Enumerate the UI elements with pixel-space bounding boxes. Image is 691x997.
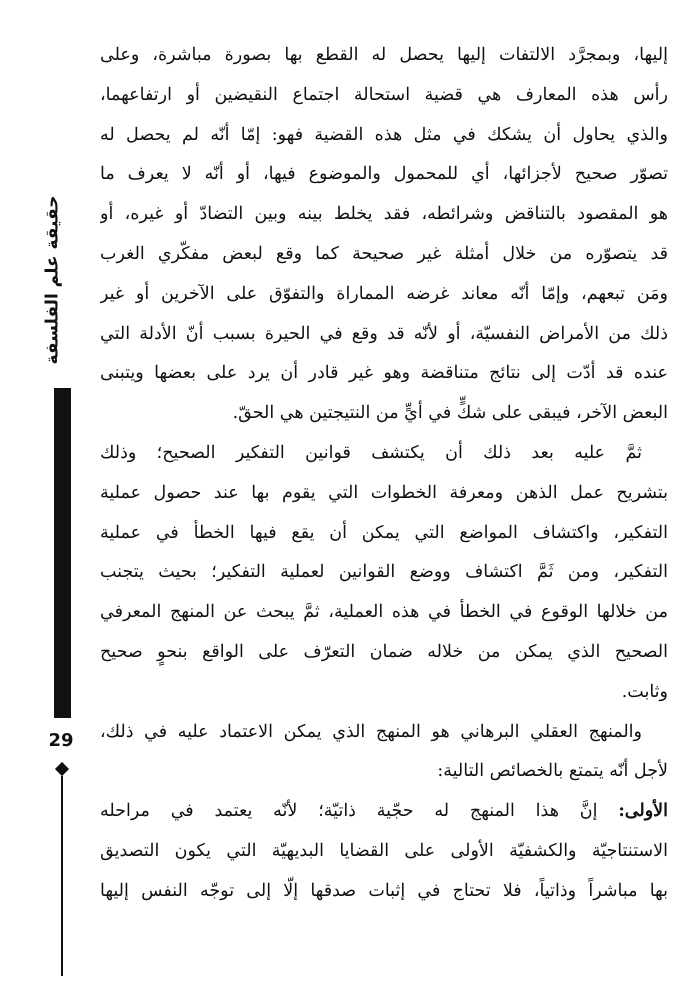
- running-header-vertical: [34, 195, 70, 365]
- vertical-rule: [61, 776, 63, 976]
- thumb-index-bar: [54, 388, 71, 718]
- body-text: [100, 36, 668, 912]
- text-line: لأجل أنّه يتمتع بالخصائص التالية:: [437, 761, 668, 782]
- text-line: ذلك من الأمراض النفسيّة، أو لأنّه قد وقع في الحيرة بسبب أنّ الأدلة التي: [100, 323, 668, 344]
- text-line: رأس هذه المعارف هي قضية استحالة اجتماع النقيضين أو ارتفاعهما،: [100, 84, 668, 105]
- page-number: 29: [48, 730, 74, 751]
- text-line: بها مباشراً وذاتياً، فلا تحتاج في إثبات صدقها إلّا إلى توجّه النفس إليها: [100, 880, 668, 901]
- text-line: ثمَّ عليه بعد ذلك أن يكتشف قوانين التفكير الصحيح؛ وذلك: [100, 442, 642, 463]
- lead-word: الأولى:: [618, 801, 668, 822]
- text-line: قد يتصوّره من خلال أمثلة غير صحيحة كما وقع لبعض مفكّري الغرب: [100, 243, 668, 264]
- diamond-ornament-icon: [55, 762, 69, 776]
- running-header-text: حقيقة علم الفلسفة: [42, 195, 63, 365]
- text-line: ومَن تبعهم، وإمّا أنّه معاند غرضه المماراة والتفوّق على الآخرين أو غير: [100, 283, 668, 304]
- text-line-lead: [100, 792, 668, 832]
- text-line: إليها، وبمجرَّد الالتفات إليها يحصل له القطع بها بصورة مباشرة، وعلى: [100, 45, 668, 65]
- text-line: هو المقصود بالتناقض وشرائطه، فقد يخلط بينه وبين التضادّ أو غيره، أو: [100, 204, 668, 225]
- text-line-rest: إنَّ هذا المنهج له حجّية ذاتيّة؛ لأنّه يعتمد في مراحله: [100, 801, 598, 822]
- text-line: التفكير، ومن ثَمَّ اكتشاف ووضع القوانين لعملية التفكير؛ بحيث يتجنب: [100, 562, 668, 583]
- text-line: الصحيح الذي يمكن من خلاله ضمان التعرّف على الواقع بنحوٍ صحيح: [100, 641, 668, 662]
- text-line: البعض الآخر، فيبقى على شكٍّ في أيٍّ من النتيجتين هي الحقّ.: [232, 403, 668, 424]
- text-line: وثابت.: [621, 681, 668, 702]
- text-line: من خلالها الوقوع في الخطأ في هذه العملية، ثمَّ يبحث عن المنهج المعرفي: [100, 602, 668, 623]
- text-line: بتشريح عمل الذهن ومعرفة الخطوات التي يقوم بها عند حصول عملية: [100, 482, 668, 503]
- text-line: والمنهج العقلي البرهاني هو المنهج الذي يمكن الاعتماد عليه في ذلك،: [100, 721, 642, 742]
- text-line: عنده قد أدّت إلى نتائج متناقضة وهو غير قادر أن يرد على بعضها ويتبنى: [100, 363, 668, 384]
- text-line: تصوّر صحيح لأجزائها، أي للمحمول والموضوع فيها، أو أنّه لا يعرف ما: [100, 164, 668, 185]
- text-line: التفكير، واكتشاف المواضع التي يمكن أن يقع فيها الخطأ في عملية: [100, 522, 668, 543]
- text-line: الاستنتاجيّة والكشفيّة الأولى على القضايا البديهيّة التي يكون التصديق: [100, 840, 668, 861]
- text-line: والذي يحاول أن يشكك في مثل هذه القضية فهو: إمّا أنّه لم يحصل له: [100, 124, 668, 145]
